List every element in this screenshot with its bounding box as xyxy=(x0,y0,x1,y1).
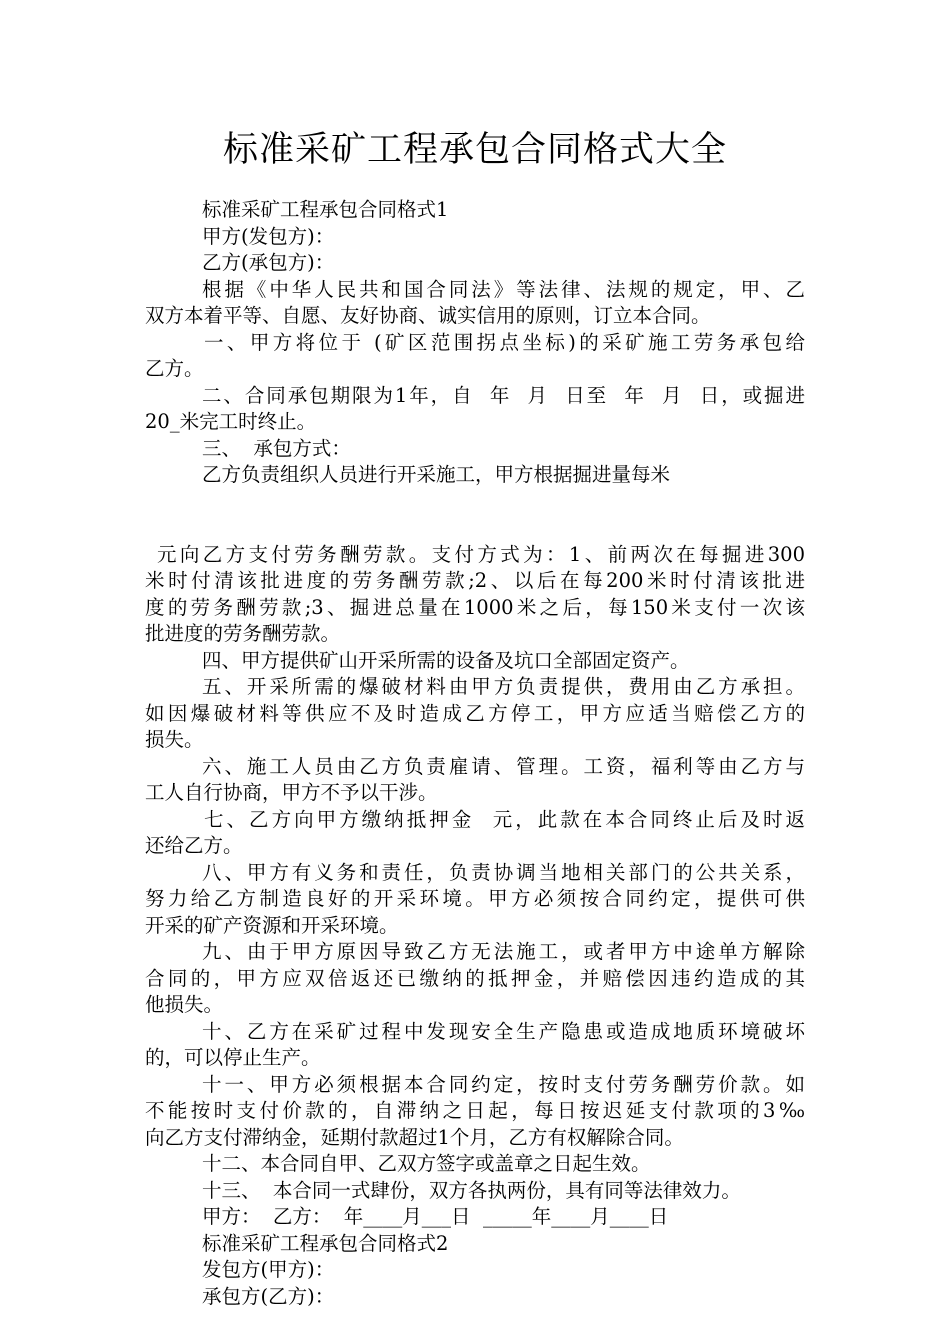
clause-12-line: 十二、本合同自甲、乙双方签字或盖章之日起生效。 xyxy=(202,1152,651,1175)
paragraph-line: 20_米完工时终止。 xyxy=(145,410,317,433)
clause-5-line: 五、开采所需的爆破材料由甲方负责提供，费用由乙方承担。 xyxy=(202,675,805,698)
paragraph-line: 损失。 xyxy=(145,728,204,751)
paragraph-line: 度的劳务酬劳款;3、掘进总量在1000米之后，每150米支付一次该 xyxy=(145,595,805,619)
clause-10-line: 十、乙方在采矿过程中发现安全生产隐患或造成地质环境破坏 xyxy=(202,1019,805,1043)
document-body xyxy=(145,197,805,1310)
paragraph-line: 不能按时支付价款的，自滞纳之日起，每日按迟延支付款项的3‰ xyxy=(145,1099,805,1122)
blank-gap xyxy=(145,489,805,542)
section-heading: 标准采矿工程承包合同格式1 xyxy=(202,198,449,221)
clause-8-line: 八、甲方有义务和责任，负责协调当地相关部门的公共关系， xyxy=(202,860,805,884)
party-a-line: 甲方(发包方)： xyxy=(202,224,335,248)
signature-line: 甲方： 乙方： 年____月___日 _____年____月____日 xyxy=(202,1205,669,1228)
paragraph-line: 乙方负责组织人员进行开采施工，甲方根据掘进量每米 xyxy=(202,463,671,486)
paragraph-line: 双方本着平等、自愿、友好协商、诚实信用的原则，订立本合同。 xyxy=(145,304,711,327)
paragraph-line: 还给乙方。 xyxy=(145,834,243,857)
clause-7-line: 七、乙方向甲方缴纳抵押金 元，此款在本合同终止后及时返 xyxy=(204,807,805,831)
clause-9-line: 九、由于甲方原因导致乙方无法施工，或者甲方中途单方解除 xyxy=(202,940,805,963)
paragraph-line: 批进度的劳务酬劳款。 xyxy=(145,622,341,645)
clause-4-line: 四、甲方提供矿山开采所需的设备及坑口全部固定资产。 xyxy=(202,648,690,672)
paragraph-line: 乙方。 xyxy=(145,357,204,380)
clause-13-line: 十三、 本合同一式肆份，双方各执两份，具有同等法律效力。 xyxy=(202,1178,741,1202)
paragraph-line: 他损失。 xyxy=(145,993,224,1016)
document-title: 标准采矿工程承包合同格式大全 xyxy=(222,130,727,170)
clause-6-line: 六、施工人员由乙方负责雇请、管理。工资，福利等由乙方与 xyxy=(202,754,805,778)
paragraph-line: 米时付清该批进度的劳务酬劳款;2、以后在每200米时付清该批进 xyxy=(145,569,805,592)
paragraph-line: 向乙方支付滞纳金，延期付款超过1个月，乙方有权解除合同。 xyxy=(145,1125,684,1149)
clause-1-line: 一、甲方将位于 (矿区范围拐点坐标)的采矿施工劳务承包给 xyxy=(204,330,805,354)
party-b-line: 乙方(承包方)： xyxy=(202,251,335,274)
paragraph-line: 的，可以停止生产。 xyxy=(145,1046,321,1069)
clause-2-line: 二、合同承包期限为1年，自 年 月 日至 年 月 日，或掘进 xyxy=(202,383,805,407)
section-heading: 标准采矿工程承包合同格式2 xyxy=(202,1231,449,1255)
paragraph-line: 根据《中华人民共和国合同法》等法律、法规的规定，甲、乙 xyxy=(202,277,805,301)
clause-3-line: 三、 承包方式： xyxy=(202,436,351,460)
employer-line: 发包方(甲方)： xyxy=(202,1258,335,1281)
paragraph-line: 工人自行协商，甲方不予以干涉。 xyxy=(145,781,438,804)
paragraph-line: 开采的矿产资源和开采环境。 xyxy=(145,913,399,937)
paragraph-line: 合同的，甲方应双倍返还已缴纳的抵押金，并赔偿因违约造成的其 xyxy=(145,966,805,990)
paragraph-line: 如因爆破材料等供应不及时造成乙方停工，甲方应适当赔偿乙方的 xyxy=(145,701,805,725)
paragraph-line: 元向乙方支付劳务酬劳款。支付方式为：1、前两次在每掘进300 xyxy=(157,542,805,566)
paragraph-line: 努力给乙方制造良好的开采环境。甲方必须按合同约定，提供可供 xyxy=(145,887,805,910)
clause-11-line: 十一、甲方必须根据本合同约定，按时支付劳务酬劳价款。如 xyxy=(202,1072,805,1096)
contractor-line: 承包方(乙方)： xyxy=(202,1284,335,1308)
